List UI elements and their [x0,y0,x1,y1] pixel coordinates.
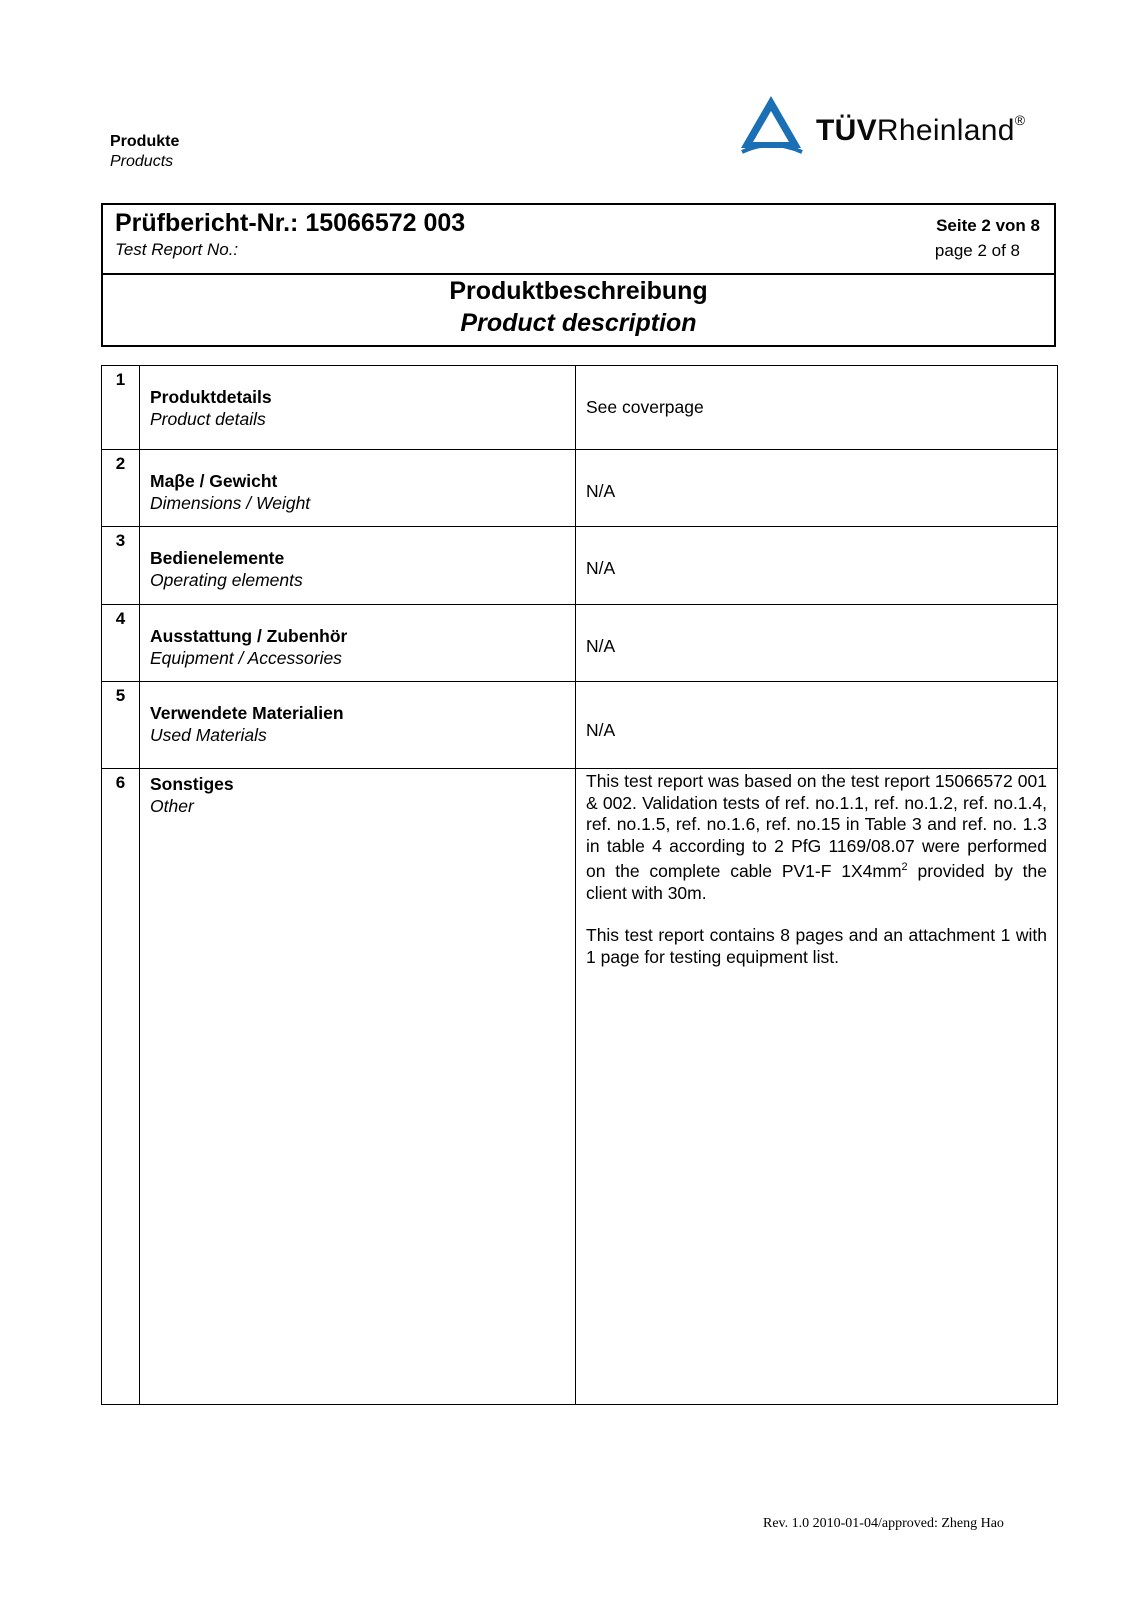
page-indicator-de: Seite 2 von 8 [936,216,1040,235]
row-label-de: Bedienelemente [150,548,285,568]
tuv-triangle-icon [738,94,804,154]
section-title-en: Products [110,153,174,170]
row-number: 3 [115,531,126,550]
row-label-en: Operating elements [150,570,303,590]
table-row [102,769,1058,1405]
row-value: N/A [586,636,616,656]
row-label-en: Equipment / Accessories [150,648,342,668]
revision-footer: Rev. 1.0 2010-01-04/approved: Zheng Hao [763,1516,1004,1531]
row-label-en: Product details [150,409,266,429]
row-value: N/A [586,558,616,578]
table-row [102,605,1058,682]
row-number: 5 [115,686,126,705]
row-value: N/A [586,720,616,740]
row-label-en: Other [150,796,194,816]
section-title-de: Produkte [110,133,180,150]
report-number: Prüfbericht-Nr.: 15066572 003 [115,209,466,237]
other-paragraph-2: This test report contains 8 pages and an attachment 1 with 1 page for testing equipment list. [586,925,1047,967]
row-number: 1 [115,370,126,389]
tuv-rheinland-logo [738,94,1048,154]
row-label-en: Used Materials [150,725,267,745]
row-label-de: Maβe / Gewicht [150,471,278,491]
row-label-de: Produktdetails [150,387,272,407]
report-header-box [101,203,1056,347]
row-value [576,769,1057,969]
table-row [102,366,1058,450]
report-number-label-en: Test Report No.: [115,240,239,259]
section-heading-en: Product description [460,309,697,337]
header-section [110,132,179,172]
row-label-de: Sonstiges [150,774,234,794]
table-row [102,682,1058,769]
table-row [102,527,1058,605]
row-label-en: Dimensions / Weight [150,493,311,513]
product-description-table [101,365,1058,1405]
other-paragraph-1: This test report was based on the test report 15066572 001 & 002. Validation tests of ref. no.1.1, ref. no.1.2, ref. no.1.4, ref. no.1.5, ref. no.1.6, ref. no.15 in Table 3 and ref. no. 1.3 in table 4 according to 2 PfG 1169/08.07 were performed on the complete cable PV1-F $1X4mm^2$ provided by the client with 30m. [586,771,1047,903]
row-number: 2 [115,454,126,473]
page-indicator-en: page 2 of 8 [934,241,1020,260]
table-row [102,450,1058,527]
logo-wordmark: TÜVRheinland® [816,112,1026,147]
row-number: 6 [115,773,126,792]
row-number: 4 [115,609,126,628]
row-label-de: Verwendete Materialien [150,703,344,723]
section-heading-de: Produktbeschreibung [449,277,708,305]
row-value: N/A [586,481,616,501]
row-value: See coverpage [586,397,704,417]
row-label-de: Ausstattung / Zubenhör [150,626,348,646]
report-number-row [103,205,1054,275]
